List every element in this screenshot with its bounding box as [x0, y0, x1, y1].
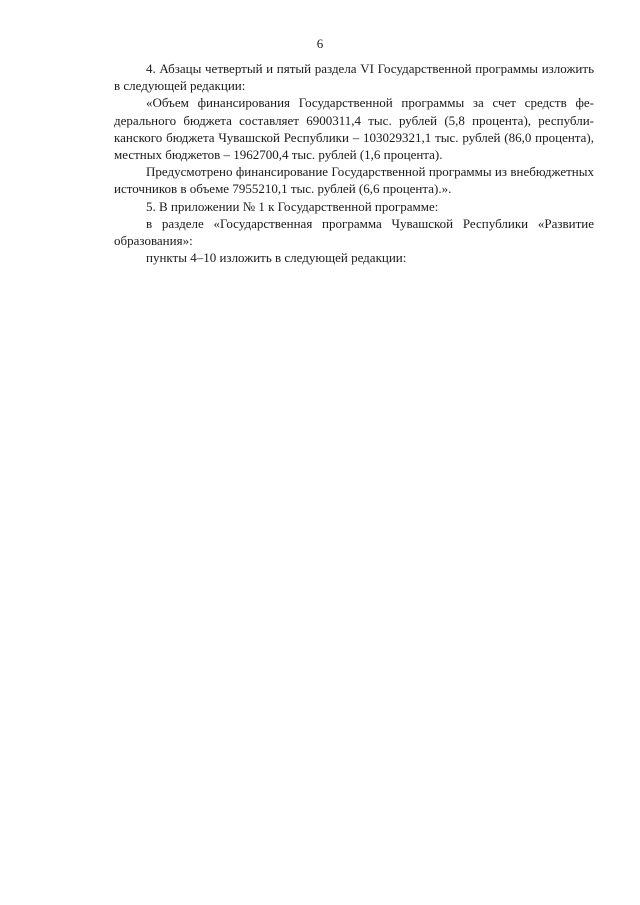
paragraph-section-education: в разделе «Государственная программа Чувашской Республики «Развитие образования»: [114, 215, 594, 249]
paragraph-section-vi-amendment: 4. Абзацы четвертый и пятый раздела VI Государственной программы изложить в следующей редакции: [114, 61, 594, 94]
paragraph-items-4-10: пункты 4–10 изложить в следующей редакции: [146, 250, 407, 266]
paragraph-extrabudgetary-funding: Предусмотрено финансирование Государственной программы из внебюджетных источников в объеме 7955210,1 тыс. рублей (6,6 процента).». [114, 164, 594, 197]
paragraph-appendix-1: 5. В приложении № 1 к Государственной программе: [146, 198, 439, 214]
page-number: 6 [316, 36, 324, 51]
document-body [114, 60, 594, 266]
paragraph-funding-volume: «Объем финансирования Государственной программы за счет средств федерального бюджета составляет 6900311,4 тыс. рублей (5,8 процента), республиканского бюджета Чувашской Республики – 103029321,1 тыс. рублей (86,0 процента), местных бюджетов – 1962700,4 тыс. рублей (1,6 процента). [114, 95, 594, 163]
